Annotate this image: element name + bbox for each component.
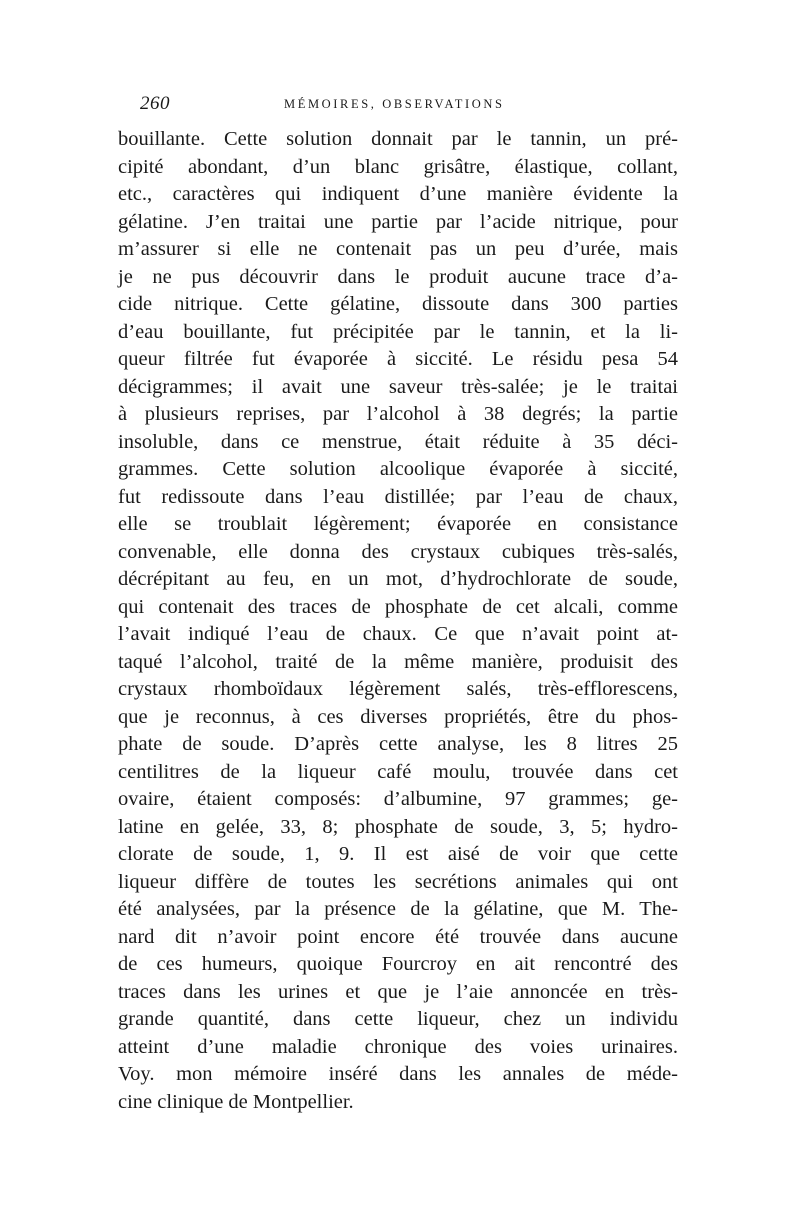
text-line: traces dans les urines et que je l’aie annoncée en très- [118, 980, 678, 1003]
running-head: MÉMOIRES, OBSERVATIONS [284, 97, 505, 111]
text-line: décigrammes; il avait une saveur très-salée; je le traitai [118, 375, 678, 398]
text-line: grammes. Cette solution alcoolique évaporée à siccité, [118, 458, 678, 480]
text-line: à plusieurs reprises, par l’alcohol à 38 degrés; la partie [118, 403, 678, 425]
text-line: Voy. mon mémoire inséré dans les annales de méde- [118, 1063, 678, 1085]
text-line: d’eau bouillante, fut précipitée par le tannin, et la li- [118, 320, 678, 343]
text-line: l’avait indiqué l’eau de chaux. Ce que n’avait point at- [118, 623, 678, 645]
text-line: queur filtrée fut évaporée à siccité. Le résidu pesa 54 [118, 348, 678, 370]
text-line: latine en gelée, 33, 8; phosphate de soude, 3, 5; hydro- [118, 815, 678, 838]
text-line: etc., caractères qui indiquent d’une manière évidente la [118, 183, 678, 205]
text-line: insoluble, dans ce menstrue, était réduite à 35 déci- [118, 430, 678, 453]
text-line: phate de soude. D’après cette analyse, les 8 litres 25 [118, 733, 678, 755]
text-line: de ces humeurs, quoique Fourcroy en ait rencontré des [118, 953, 678, 975]
text-line: décrépitant au feu, en un mot, d’hydrochlorate de soude, [118, 568, 678, 590]
text-line: crystaux rhomboïdaux légèrement salés, très-efflorescens, [118, 678, 678, 700]
text-line: clorate de soude, 1, 9. Il est aisé de voir que cette [118, 843, 678, 865]
text-line: été analysées, par la présence de la gélatine, que M. The- [118, 898, 678, 920]
text-line: cide nitrique. Cette gélatine, dissoute dans 300 parties [118, 293, 678, 315]
text-line: atteint d’une maladie chronique des voies urinaires. [118, 1035, 678, 1058]
text-line: bouillante. Cette solution donnait par le tannin, un pré- [118, 128, 678, 150]
text-line: que je reconnus, à ces diverses propriétés, être du phos- [118, 705, 678, 728]
text-line: gélatine. J’en traitai une partie par l’acide nitrique, pour [118, 210, 678, 233]
text-line: fut redissoute dans l’eau distillée; par l’eau de chaux, [118, 485, 678, 508]
text-line: cine clinique de Montpellier. [118, 1090, 354, 1113]
text-line: liqueur diffère de toutes les secrétions animales qui ont [118, 870, 678, 893]
text-line: cipité abondant, d’un blanc grisâtre, élastique, collant, [118, 155, 678, 178]
page-header [118, 93, 678, 115]
text-line: elle se troublait légèrement; évaporée en consistance [118, 513, 678, 535]
page-number: 260 [140, 93, 170, 114]
text-line: centilitres de la liqueur café moulu, trouvée dans cet [118, 760, 678, 783]
text-line: qui contenait des traces de phosphate de cet alcali, comme [118, 595, 678, 618]
text-line: ovaire, étaient composés: d’albumine, 97 grammes; ge- [118, 788, 678, 810]
text-line: je ne pus découvrir dans le produit aucune trace d’a- [118, 265, 678, 288]
body-text [118, 126, 678, 1116]
text-line: convenable, elle donna des crystaux cubiques très-salés, [118, 540, 678, 563]
text-line: m’assurer si elle ne contenait pas un peu d’urée, mais [118, 238, 678, 260]
text-line: grande quantité, dans cette liqueur, chez un individu [118, 1008, 678, 1030]
text-line: nard dit n’avoir point encore été trouvée dans aucune [118, 925, 678, 948]
text-line: taqué l’alcohol, traité de la même manière, produisit des [118, 650, 678, 673]
